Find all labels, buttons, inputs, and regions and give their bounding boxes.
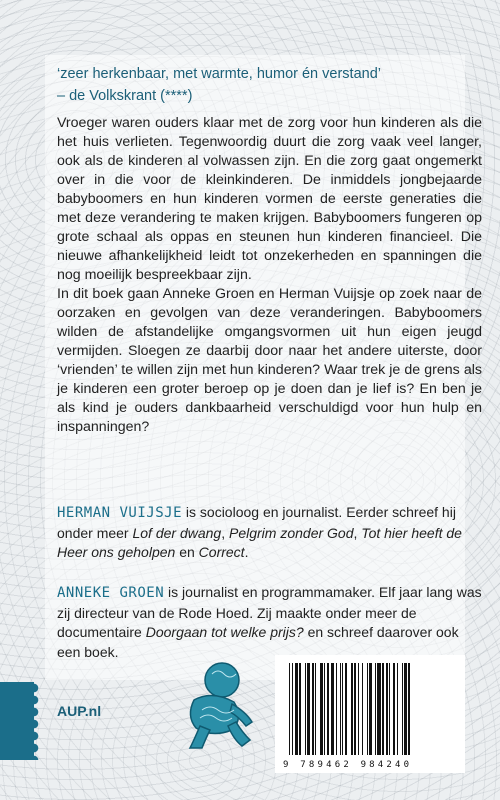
book-title: Tot hier heeft de Heer ons geholpen <box>57 524 462 560</box>
isbn-digits: 9 789462 984240 <box>283 760 413 770</box>
barcode-bars <box>289 663 451 755</box>
quote-source: – de Volkskrant (****) <box>57 88 193 104</box>
bio-text: is socioloog en journalist. Eerder schreef hij onder meer <box>57 504 456 541</box>
book-title: Correct <box>198 544 245 560</box>
blurb <box>57 114 482 437</box>
author-bio-anneke <box>57 583 482 662</box>
author-name-anneke: ANNEKE GROEN <box>57 585 165 601</box>
author-bio-herman <box>57 503 482 563</box>
barcode <box>275 655 465 773</box>
bio-separator: en <box>175 544 199 560</box>
bio-separator: , <box>353 524 362 541</box>
blurb-paragraph-1: Vroeger waren ouders klaar met de zorg voor hun kinderen als die het huis verlieten. Tegenwoordig duurt die zorg vaak veel langer, ook als de kinderen al volwassen zijn. En die zorg gaat ongemerkt over in die voor de kleinkinderen. De inmiddels jongbejaarde babyboomers en hun kinderen vormen de eerste generaties die met deze verandering te maken krijgen. Babyboomers fungeren op grote schaal als oppas en steunen hun kinderen financieel. Die nieuwe afhankelijkheid leidt tot onzekerheden en spanningen die nog moeilijk bespreekbaar zijn. <box>57 115 482 283</box>
publisher-link[interactable]: AUP.nl <box>57 703 102 719</box>
press-quote <box>57 63 477 107</box>
bio-end: . <box>244 544 249 560</box>
crawling-baby-icon <box>172 660 258 752</box>
quote-text: ‘zeer herkenbaar, met warmte, humor én verstand’ <box>57 66 381 82</box>
blurb-paragraph-2: In dit boek gaan Anneke Groen en Herman Vuijsje op zoek naar de oorzaken en gevolgen van deze veranderingen. Babyboomers wilden de afstandelijke omgangsvormen uit hun eigen jeugd vermijden. Sloegen ze daarbij door naar het andere uiterste, door ‘vrienden’ te willen zijn met hun kinderen? Waar trek je de grens als je kinderen een groter beroep op je doen dan je lief is? En ben je als kind je ouders dankbaarheid verschuldigd voor hun hulp en inspanningen? <box>57 286 482 435</box>
publisher-stripe <box>0 682 34 760</box>
bio-text: en schreef daarover ook een boek. <box>57 624 459 660</box>
bio-text: is journalist en programmamaker. Elf jaar lang was zij directeur van de Rode Hoed. Zij maakte onder meer de documentaire <box>57 584 482 640</box>
barcode-bar <box>410 663 411 755</box>
book-title: Pelgrim zonder God <box>229 524 354 541</box>
bio-separator: , <box>221 524 229 541</box>
author-name-herman: HERMAN VUIJSJE <box>57 505 183 521</box>
documentary-title: Doorgaan tot welke prijs? <box>145 624 304 640</box>
book-title: Lof der dwang <box>132 524 222 541</box>
